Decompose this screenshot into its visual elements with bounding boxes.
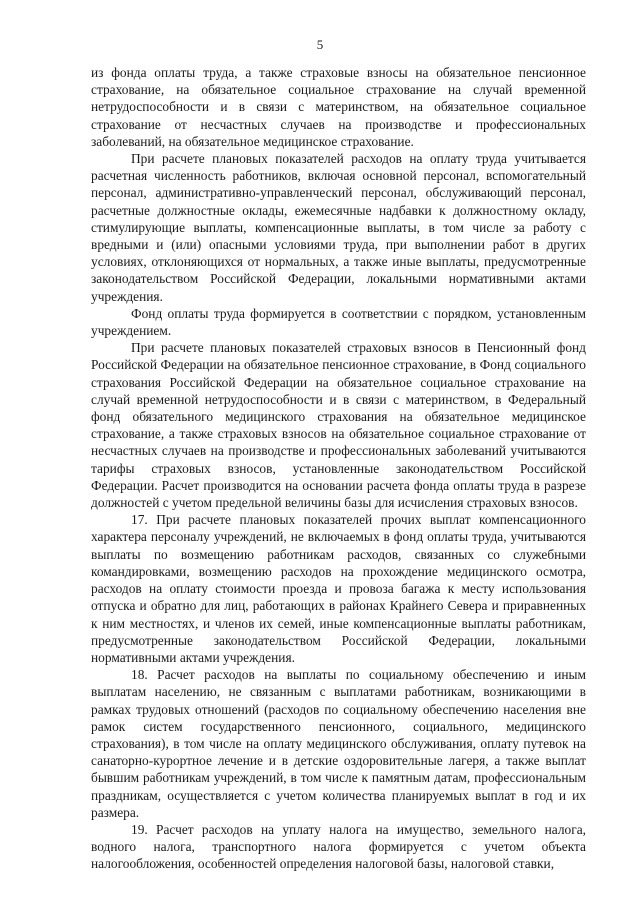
paragraph: из фонда оплаты труда, а также страховые взносы на обязательное пенсионное страхование, на обязательное социальное страхование на случай временной нетрудоспособности и в связи с материнством, на обязательное социальное страхование от несчастных случаев на производстве и профессиональных заболеваний, на обязательное медицинское страхование. [91, 65, 586, 149]
page-number: 5 [316, 37, 324, 52]
paragraph-item-17: 17. При расчете плановых показателей прочих выплат компенсационного характера персоналу учреждений, не включаемых в фонд оплаты труда, учитываются выплаты по возмещению работникам расходов, связанных со служебными командировками, возмещению расходов на прохождение медицинского осмотра, расходов на оплату стоимости проезда и провоза багажа к месту использования отпуска и обратно для лиц, работающих в районах Крайнего Севера и приравненных к ним местностях, и членов их семей, иные компенсационные выплаты работникам, предусмотренные законодательством Российской Федерации, локальными нормативными актами учреждения. [91, 512, 586, 665]
document-body [91, 64, 586, 873]
paragraph: Фонд оплаты труда формируется в соответствии с порядком, установленным учреждением. [91, 305, 586, 339]
paragraph-item-19: 19. Расчет расходов на уплату налога на имущество, земельного налога, водного налога, транспортного налога формируется с учетом объекта налогообложения, особенностей определения налоговой базы, налоговой ставки, [91, 821, 586, 872]
paragraph: При расчете плановых показателей расходов на оплату труда учитывается расчетная численность работников, включая основной персонал, вспомогательный персонал, административно-управленческий персонал, обслуживающий персонал, расчетные должностные оклады, ежемесячные надбавки к должностному окладу, стимулирующие выплаты, компенсационные выплаты, в том числе за работу с вредными и (или) опасными условиями труда, при выполнении работ в других условиях, отклоняющихся от нормальных, а также иные выплаты, предусмотренные законодательством Российской Федерации, локальными нормативными актами учреждения. [91, 151, 586, 304]
paragraph-item-18: 18. Расчет расходов на выплаты по социальному обеспечению и иным выплатам населению, не связанным с выплатами работникам, возникающими в рамках трудовых отношений (расходов по социальному обеспечению населения вне рамок систем государственного пенсионного, социального, медицинского страхования), в том числе на оплату медицинского обслуживания, оплату путевок на санаторно-курортное лечение и в детские оздоровительные лагеря, а также выплат бывшим работникам учреждений, в том числе к памятным датам, профессиональным праздникам, осуществляется с учетом количества планируемых выплат в год и их размера. [91, 667, 586, 820]
paragraph: При расчете плановых показателей страховых взносов в Пенсионный фонд Российской Федерации на обязательное пенсионное страхование, в Фонд социального страхования Российской Федерации на обязательное социальное страхование на случай временной нетрудоспособности и в связи с материнством, в Федеральный фонд обязательного медицинского страхования на обязательное медицинское страхование, а также страховых взносов на обязательное социальное страхование от несчастных случаев на производстве и профессиональных заболеваний учитываются тарифы страховых взносов, установленные законодательством Российской Федерации. Расчет производится на основании расчета фонда оплаты труда в разрезе должностей с учетом предельной величины базы для исчисления страховых взносов. [91, 340, 586, 511]
